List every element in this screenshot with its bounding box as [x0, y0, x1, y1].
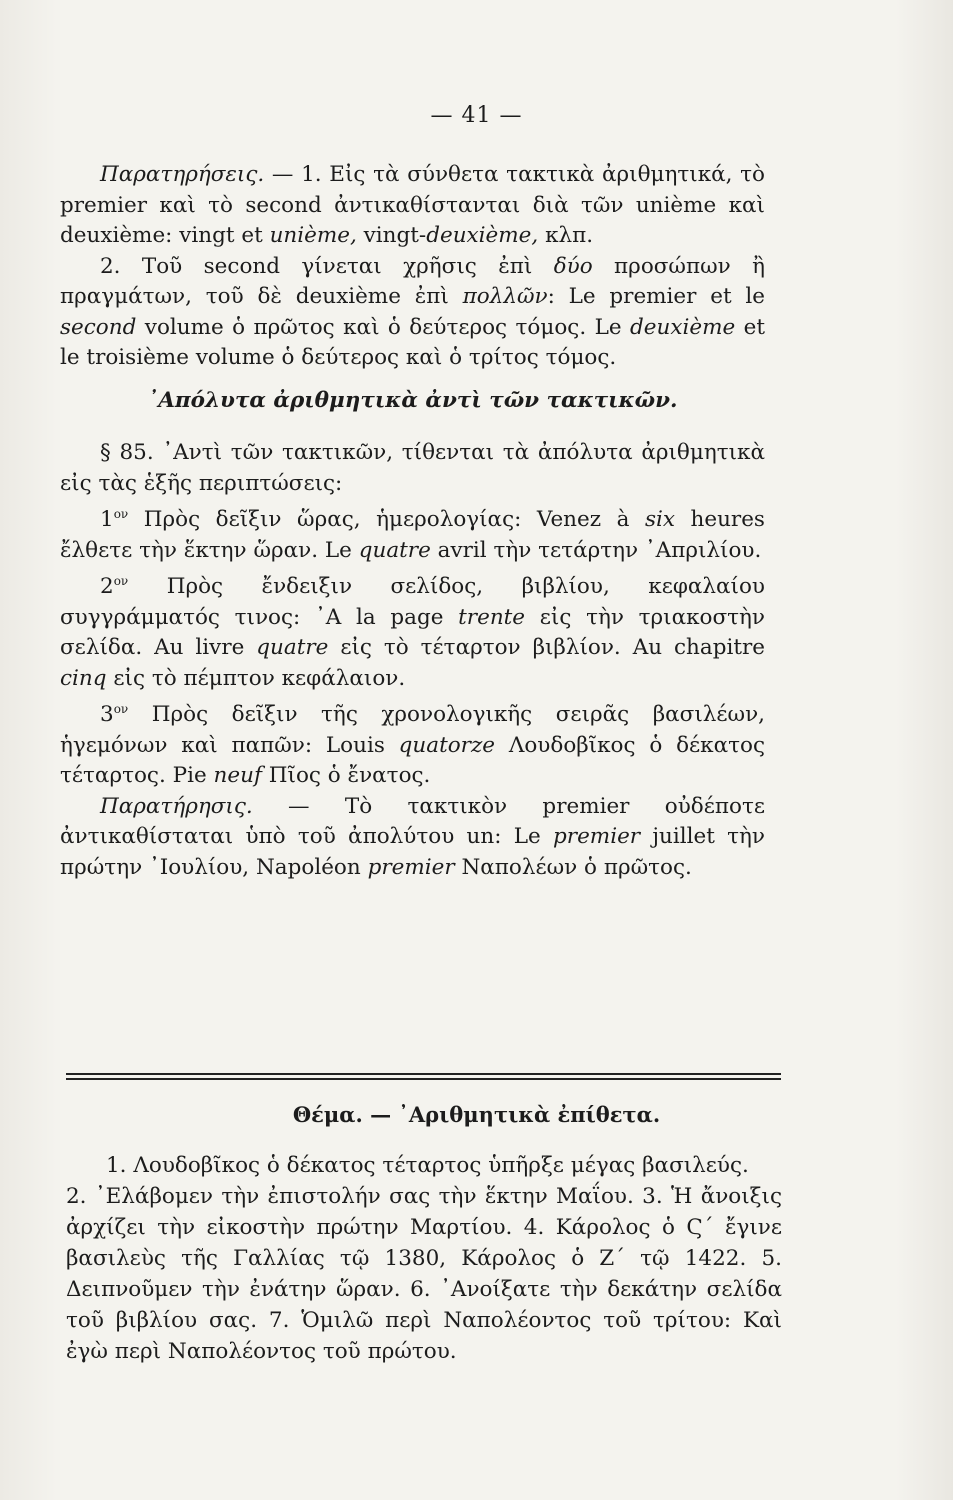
observation2-label: Παρατήρησις. [100, 793, 253, 819]
observation-2: 2. Τοῦ second γίνεται χρῆσις ἐπὶ δύο προσώπων ἢ πραγμάτων, τοῦ δὲ deuxième ἐπὶ πολλῶν: Le premier et le second volume ὁ πρῶτος καὶ ὁ δεύτερος τόμος. Le deuxième et le troisième volume ὁ δεύτερος καὶ ὁ τρίτος τόμος. [60, 253, 766, 370]
observations-label: Παρατηρήσεις. [100, 162, 265, 187]
case-3: $3^{o\nu}$ Πρὸς δεῖξιν τῆς χρονολογικῆς σειρᾶς βασιλέων, ἡγεμόνων καὶ παπῶν: Louis quatorze Λουδοβῖκος ὁ δέκατος τέταρτος. Pie neuf Πῖος ὁ ἔνατος. [60, 702, 766, 789]
theme-title: Θέμα. — ᾿Αριθμητικὰ ἐπίθετα. [292, 1102, 661, 1127]
theme-exercise [66, 1150, 782, 1367]
divider-rule-top [66, 1073, 781, 1075]
exercise-line-1: 1. Λουδοβῖκος ὁ δέκατος τέταρτος ὑπῆρξε μέγας βασιλεύς. [106, 1153, 749, 1178]
case-1: $1^{o\nu}$ Πρὸς δεῖξιν ὥρας, ἡμερολογίας: Venez à six heures ἔλθετε τὴν ἕκτην ὥραν. Le quatre avril τὴν τετάρτην ᾿Απριλίου. [60, 507, 765, 563]
exercise-text: 2. ᾿Ελάβομεν τὴν ἐπιστολήν σας τὴν ἕκτην Μαΐου. 3. Ἡ ἄνοιξις ἀρχίζει τὴν εἰκοστὴν πρώτην Μαρτίου. 4. Κάρολος ὁ Ϛ΄ ἔγινε βασιλεὺς τῆς Γαλλίας τῷ 1380, Κάρολος ὁ Ζ΄ τῷ 1422. 5. Δειπνοῦμεν τὴν ἐνάτην ὥραν. 6. ᾿Ανοίξατε τὴν δεκάτην σελίδα τοῦ βιβλίου σας. 7. Ὁμιλῶ περὶ Ναπολέοντος τοῦ τρίτου: Καὶ ἐγὼ περὶ Ναπολέοντος τοῦ πρώτου. [66, 1184, 782, 1364]
observation-1: Παρατηρήσεις. — 1. Εἰς τὰ σύνθετα τακτικὰ ἀριθμητικά, τὸ premier καὶ τὸ second ἀντικαθίστανται διὰ τῶν unième καὶ deuxième: vingt et unième, vingt-deuxième, κλπ. [60, 162, 765, 248]
section-intro: § 85. ᾿Αντὶ τῶν τακτικῶν, τίθενται τὰ ἀπόλυτα ἀριθμητικὰ εἰς τὰς ἑξῆς περιπτώσεις: [60, 440, 765, 496]
observation-premier: Παρατήρησις. — Τὸ τακτικὸν premier οὐδέποτε ἀντικαθίσταται ὑπὸ τοῦ ἀπολύτου un: Le premier juillet τὴν πρώτην ᾿Ιουλίου, Napoléon premier Ναπολέων ὁ πρῶτος. [60, 793, 765, 880]
page-number: — 41 — [430, 103, 523, 128]
divider-rule-bottom [66, 1078, 781, 1080]
case-2: $2^{o\nu}$ Πρὸς ἔνδειξιν σελίδος, βιβλίου, κεφαλαίου συγγράμματός τινος: ᾿A la page trente εἰς τὴν τριακοστὴν σελίδα. Au livre quatre εἰς τὸ τέταρτον βιβλίον. Au chapitre cinq εἰς τὸ πέμπτον κεφάλαιον. [60, 574, 766, 691]
section-subtitle: ᾿Απόλυτα ἀριθμητικὰ ἀντὶ τῶν τακτικῶν. [147, 387, 678, 413]
main-text [60, 160, 765, 883]
